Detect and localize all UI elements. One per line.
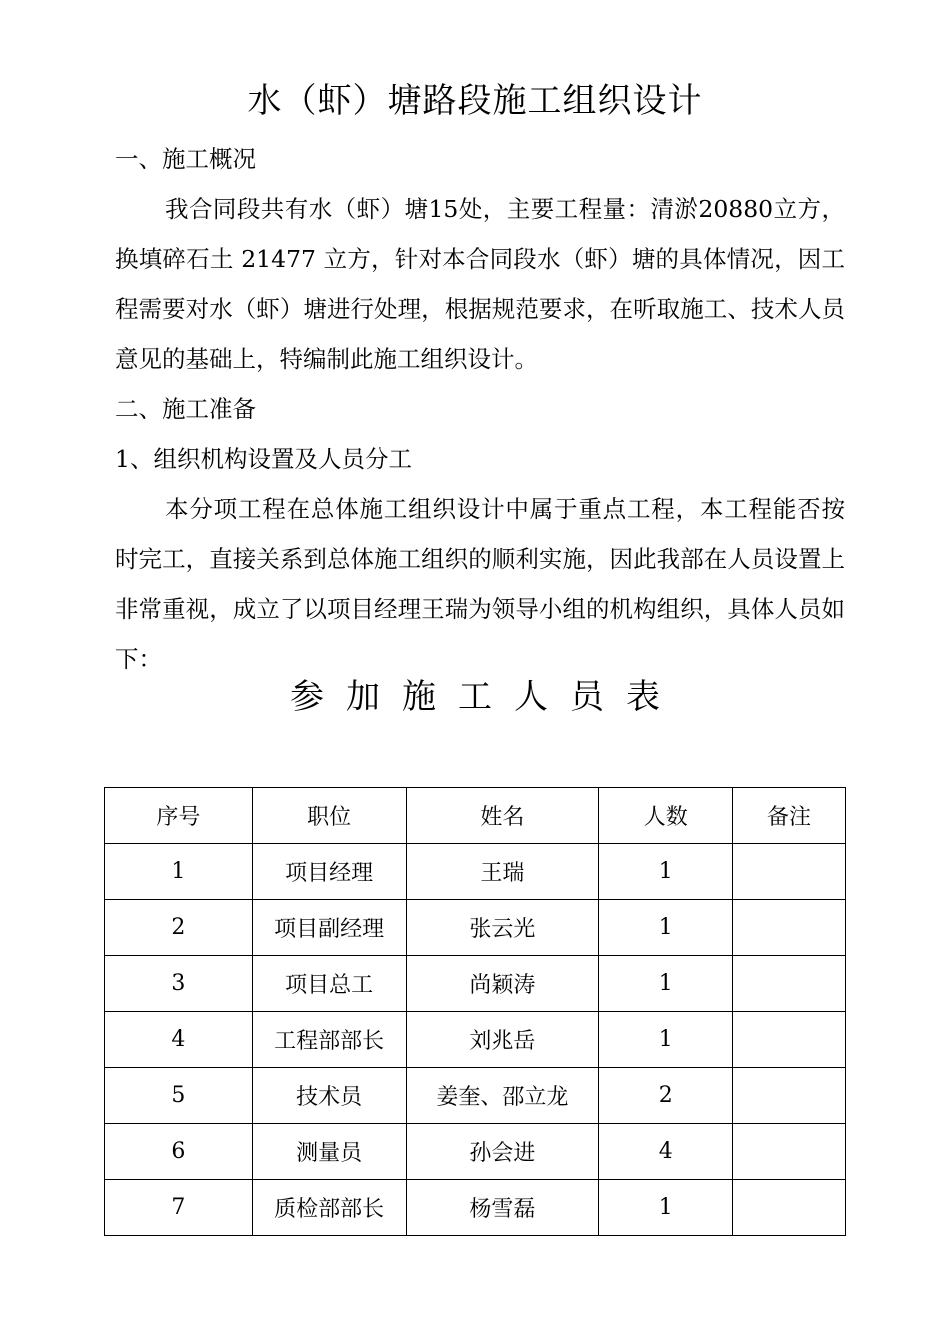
cell-name: 孙会进 (406, 1124, 599, 1180)
cell-index: 2 (105, 900, 253, 956)
cell-remarks (733, 1012, 846, 1068)
cell-count: 2 (599, 1068, 733, 1124)
table-row (105, 1012, 846, 1068)
column-header-remarks: 备注 (733, 788, 846, 844)
cell-name: 刘兆岳 (406, 1012, 599, 1068)
cell-name: 杨雪磊 (406, 1180, 599, 1236)
subsection-heading-organization: 1、组织机构设置及人员分工 (115, 445, 412, 473)
cell-position: 项目经理 (252, 844, 406, 900)
document-title: 水（虾）塘路段施工组织设计 (247, 81, 703, 121)
cell-count: 4 (599, 1124, 733, 1180)
cell-position: 质检部部长 (252, 1180, 406, 1236)
cell-position: 工程部部长 (252, 1012, 406, 1068)
cell-count: 1 (599, 956, 733, 1012)
document-body (115, 134, 845, 684)
overview-paragraph: 我合同段共有水（虾）塘15处，主要工程量：清淤20880立方，换填碎石土 21477 立方，针对本合同段水（虾）塘的具体情况，因工程需要对水（虾）塘进行处理，根据规范要求，在听取施工、技术人员意见的基础上，特编制此施工组织设计。 (115, 195, 845, 373)
column-header-index: 序号 (105, 788, 253, 844)
cell-count: 1 (599, 844, 733, 900)
table-row (105, 1124, 846, 1180)
column-header-position: 职位 (252, 788, 406, 844)
cell-name: 尚颖涛 (406, 956, 599, 1012)
column-header-name: 姓名 (406, 788, 599, 844)
cell-position: 测量员 (252, 1124, 406, 1180)
table-row (105, 844, 846, 900)
table-row (105, 956, 846, 1012)
table-row (105, 1180, 846, 1236)
staff-table (104, 787, 846, 1236)
cell-position: 技术员 (252, 1068, 406, 1124)
cell-remarks (733, 900, 846, 956)
cell-remarks (733, 1068, 846, 1124)
cell-count: 1 (599, 900, 733, 956)
cell-index: 4 (105, 1012, 253, 1068)
cell-name: 张云光 (406, 900, 599, 956)
cell-index: 3 (105, 956, 253, 1012)
table-header-row (105, 788, 846, 844)
cell-position: 项目总工 (252, 956, 406, 1012)
organization-paragraph: 本分项工程在总体施工组织设计中属于重点工程，本工程能否按时完工，直接关系到总体施工组织的顺利实施，因此我部在人员设置上非常重视，成立了以项目经理王瑞为领导小组的机构组织，具体人员如下： (115, 495, 845, 673)
table-row (105, 1068, 846, 1124)
table-row (105, 900, 846, 956)
cell-index: 1 (105, 844, 253, 900)
section-heading-preparation: 二、施工准备 (115, 395, 256, 423)
cell-index: 7 (105, 1180, 253, 1236)
cell-count: 1 (599, 1012, 733, 1068)
cell-index: 6 (105, 1124, 253, 1180)
cell-count: 1 (599, 1180, 733, 1236)
column-header-count: 人数 (599, 788, 733, 844)
cell-position: 项目副经理 (252, 900, 406, 956)
cell-remarks (733, 1124, 846, 1180)
cell-remarks (733, 844, 846, 900)
cell-index: 5 (105, 1068, 253, 1124)
section-heading-overview: 一、施工概况 (115, 145, 256, 173)
cell-name: 姜奎、邵立龙 (406, 1068, 599, 1124)
cell-name: 王瑞 (406, 844, 599, 900)
cell-remarks (733, 1180, 846, 1236)
cell-remarks (733, 956, 846, 1012)
staff-table-title: 参加施工人员表 (290, 677, 682, 717)
